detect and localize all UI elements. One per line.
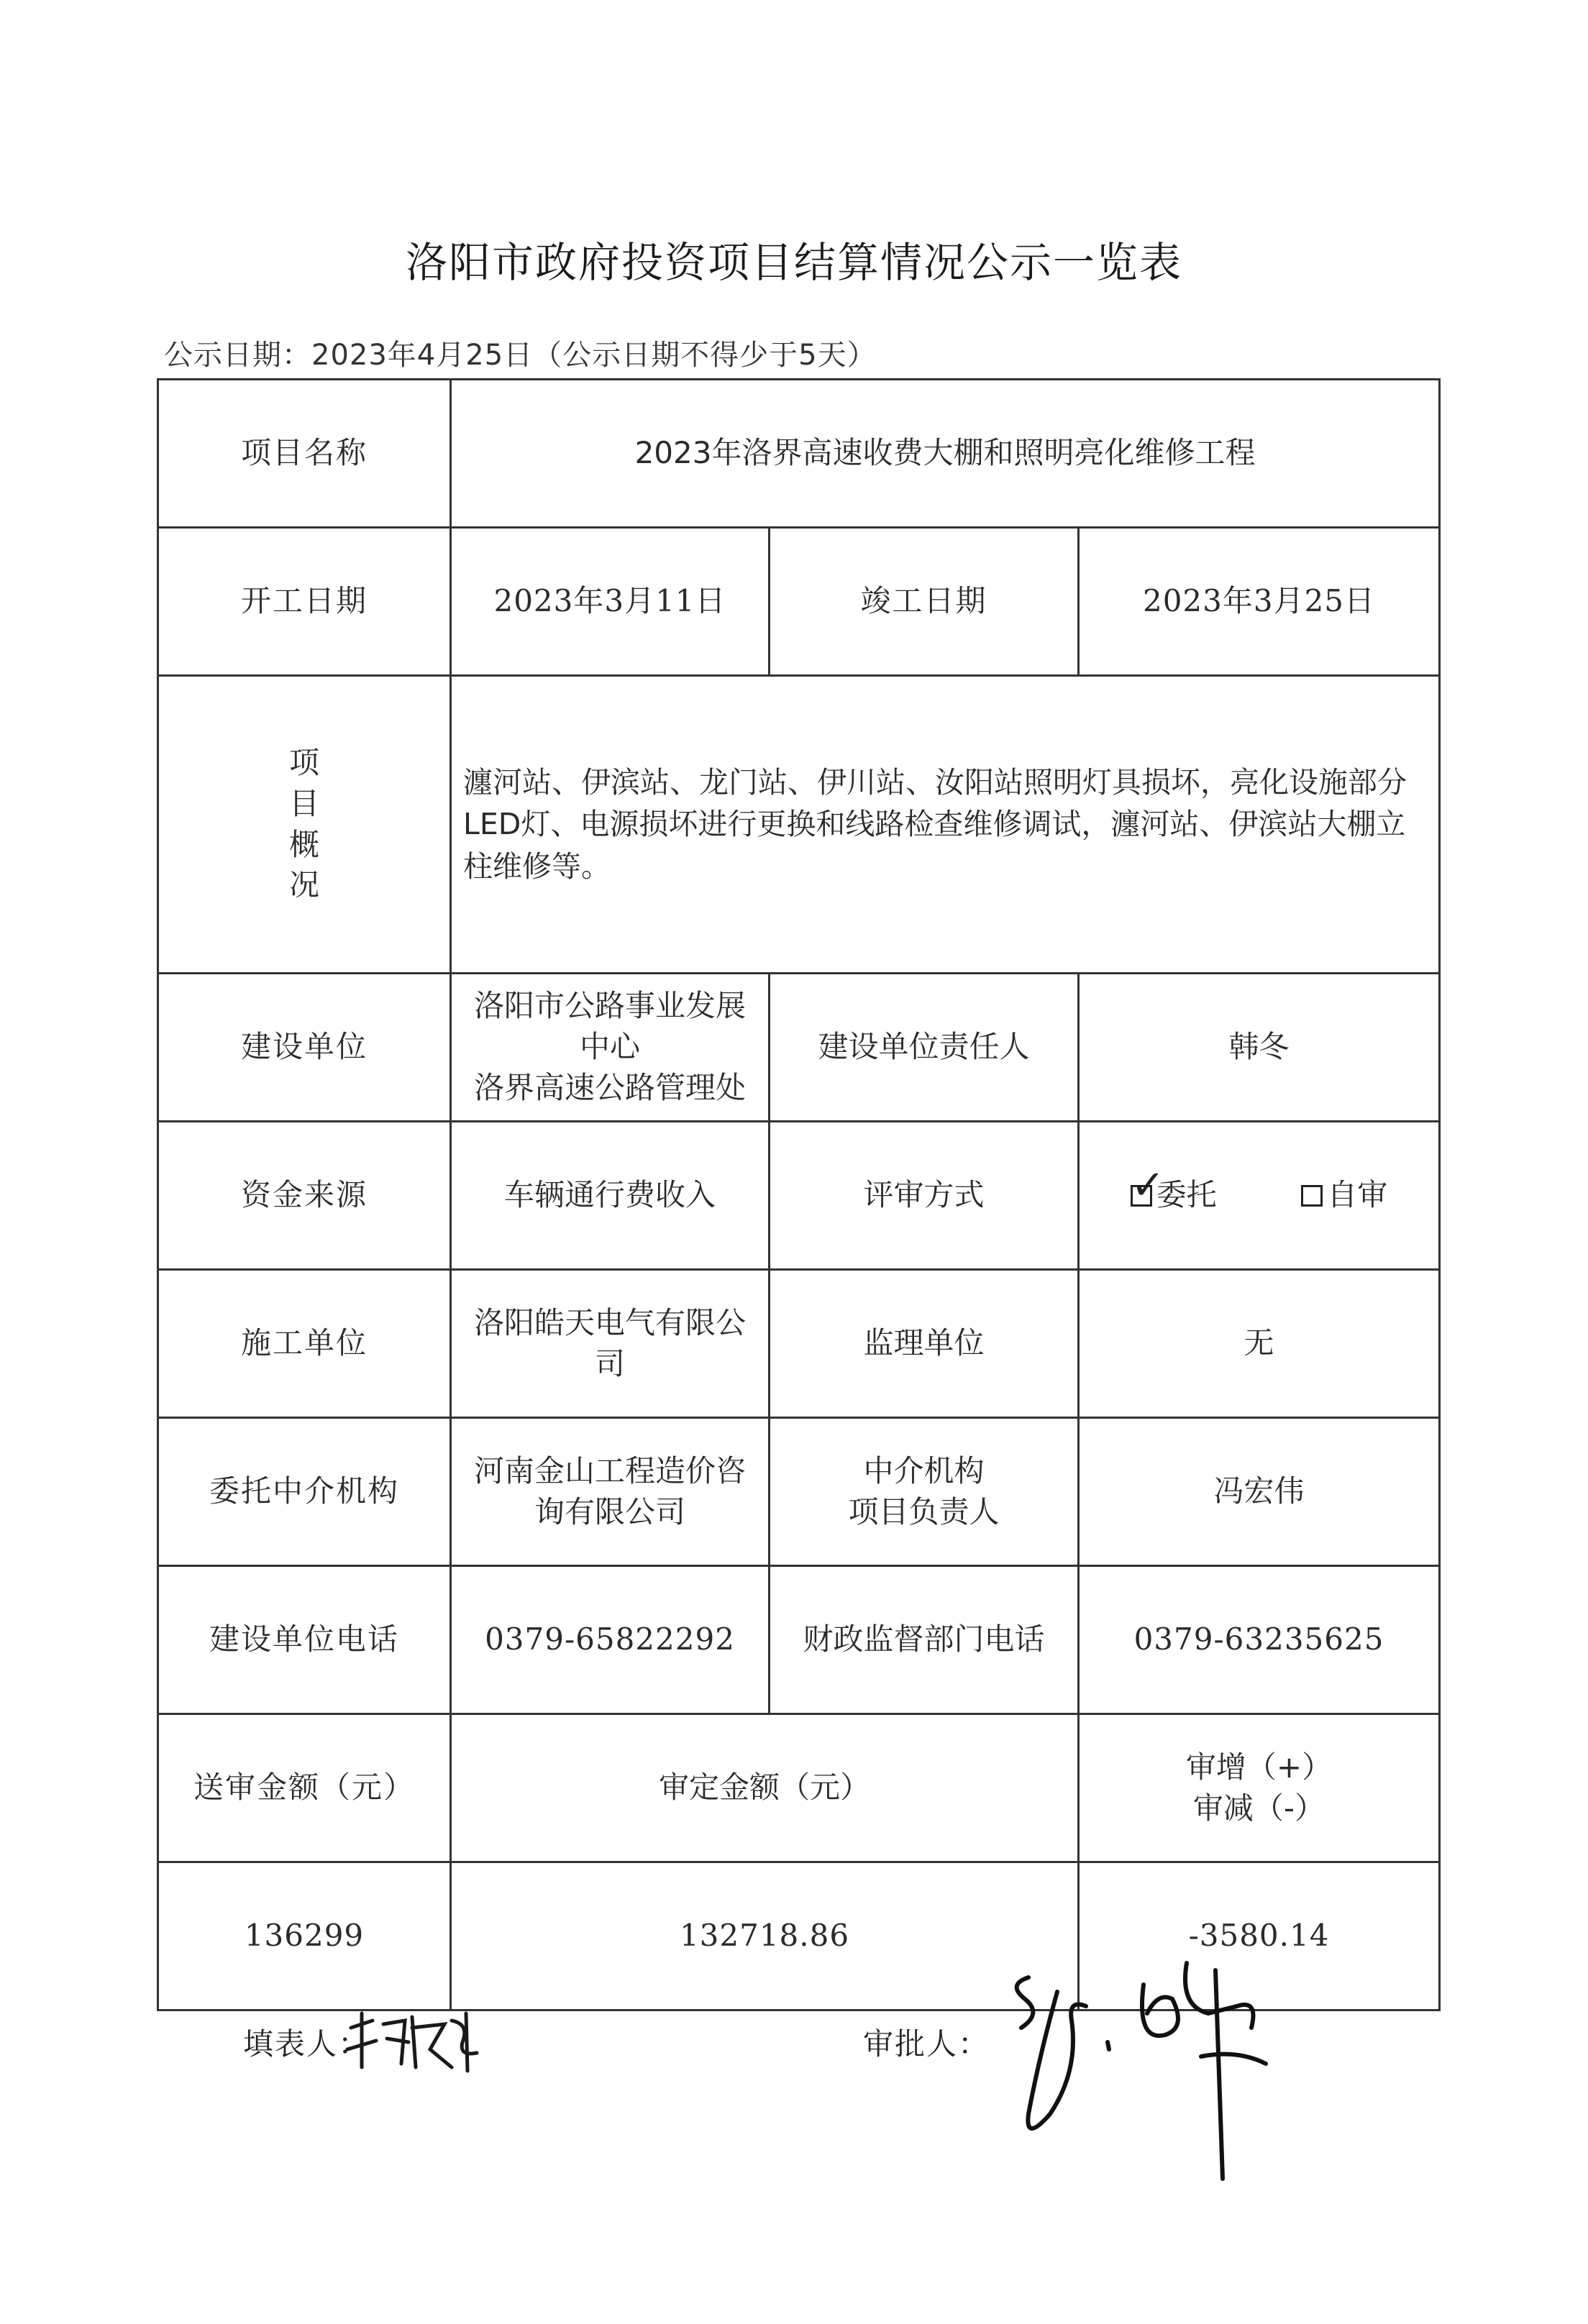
- filler-label: 填表人：: [243, 2026, 370, 2062]
- review-method-options: [1079, 1122, 1440, 1270]
- self-checkbox[interactable]: [1301, 1185, 1323, 1207]
- end-date-value: 2023年3月25日: [1079, 528, 1440, 676]
- row-dates: [158, 528, 1440, 676]
- builder-person-label: 建设单位责任人: [770, 974, 1079, 1122]
- submitted-amount-label: 送审金额（元）: [158, 1714, 451, 1862]
- decrease-label: 审减（-）: [1192, 1790, 1325, 1826]
- project-name-value: 2023年洛界高速收费大棚和照明亮化维修工程: [451, 380, 1440, 528]
- agency-head-label-line2: 项目负责人: [848, 1493, 1000, 1529]
- entrust-checkbox[interactable]: [1131, 1161, 1165, 1209]
- approver-label: 审批人：: [863, 2026, 990, 2062]
- funding-value: 车辆通行费收入: [451, 1122, 770, 1270]
- overview-value: 瀍河站、伊滨站、龙门站、伊川站、汝阳站照明灯具损坏，亮化设施部分LED灯、电源损坏进行更换和线路检查维修调试，瀍河站、伊滨站大棚立柱维修等。: [451, 676, 1440, 974]
- finance-phone-label: 财政监督部门电话: [770, 1566, 1079, 1714]
- overview-label-char: 概: [288, 826, 319, 862]
- page-title: 洛阳市政府投资项目结算情况公示一览表: [405, 238, 1182, 287]
- submitted-amount: 136299: [158, 1862, 451, 2010]
- start-date-value: 2023年3月11日: [451, 528, 770, 676]
- row-agency: [158, 1418, 1440, 1566]
- supervisor-value: 无: [1079, 1270, 1440, 1418]
- difference-amount: -3580.14: [1079, 1862, 1440, 2010]
- approver-signature: [1000, 1941, 1302, 2200]
- builder-phone-label: 建设单位电话: [158, 1566, 451, 1714]
- builder-value-line2: 洛界高速公路管理处: [473, 1069, 746, 1105]
- row-phones: [158, 1566, 1440, 1714]
- settlement-table: [157, 378, 1441, 2011]
- project-name-label: 项目名称: [158, 380, 451, 528]
- row-contractor: [158, 1270, 1440, 1418]
- filler-signature: [344, 1999, 488, 2078]
- row-funding: [158, 1122, 1440, 1270]
- agency-value: 河南金山工程造价咨询有限公司: [451, 1418, 770, 1566]
- builder-value-line1: 洛阳市公路事业发展中心: [473, 988, 746, 1065]
- review-method-label: 评审方式: [770, 1122, 1079, 1270]
- overview-label: [158, 676, 451, 974]
- supervisor-label: 监理单位: [770, 1270, 1079, 1418]
- option-entrust[interactable]: [1131, 1161, 1217, 1216]
- increase-label: 审增（+）: [1185, 1749, 1333, 1785]
- approved-amount: 132718.86: [451, 1862, 1079, 2010]
- start-date-label: 开工日期: [158, 528, 451, 676]
- agency-label: 委托中介机构: [158, 1418, 451, 1566]
- end-date-label: 竣工日期: [770, 528, 1079, 676]
- option-self-label: 自审: [1327, 1177, 1388, 1213]
- builder-person: 韩冬: [1079, 974, 1440, 1122]
- announce-date: 公示日期：2023年4月25日（公示日期不得少于5天）: [164, 339, 877, 372]
- overview-label-char: 况: [288, 867, 319, 903]
- option-self[interactable]: [1301, 1175, 1387, 1216]
- contractor-label: 施工单位: [158, 1270, 451, 1418]
- overview-label-char: 目: [288, 785, 319, 821]
- agency-head: 冯宏伟: [1079, 1418, 1440, 1566]
- agency-head-label: [770, 1418, 1079, 1566]
- funding-label: 资金来源: [158, 1122, 451, 1270]
- check-mark-icon: ✓: [1131, 1161, 1165, 1209]
- overview-label-char: 项: [288, 745, 319, 781]
- difference-label: [1079, 1714, 1440, 1862]
- agency-head-label-line1: 中介机构: [863, 1452, 985, 1488]
- row-builder: [158, 974, 1440, 1122]
- row-amount-headers: [158, 1714, 1440, 1862]
- builder-label: 建设单位: [158, 974, 451, 1122]
- option-entrust-label: 委托: [1156, 1177, 1217, 1213]
- finance-phone: 0379-63235625: [1079, 1566, 1440, 1714]
- approved-amount-label: 审定金额（元）: [451, 1714, 1079, 1862]
- builder-value: [451, 974, 770, 1122]
- row-overview: [158, 676, 1440, 974]
- contractor-value: 洛阳皓天电气有限公司: [451, 1270, 770, 1418]
- row-project-name: [158, 380, 1440, 528]
- builder-phone: 0379-65822292: [451, 1566, 770, 1714]
